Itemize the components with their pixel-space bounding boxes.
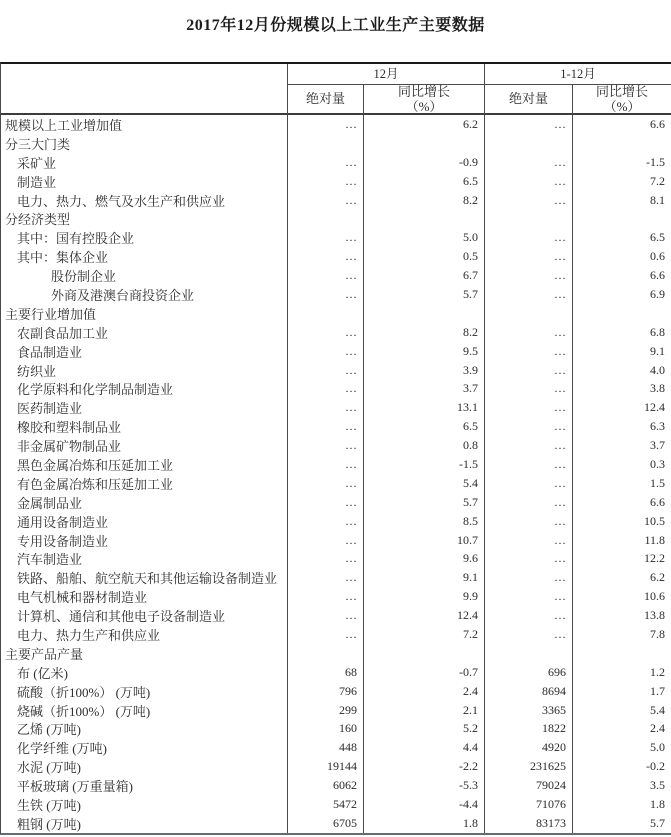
cell-dec-absolute: … [287, 587, 363, 606]
cell-cum-yoy-growth: -0.2 [572, 757, 671, 776]
row-label: 采矿业 [17, 155, 57, 171]
cell-dec-yoy-growth: 2.4 [363, 682, 484, 701]
table-header [1, 64, 671, 115]
cell-cum-yoy-growth: 6.6 [572, 266, 671, 285]
cell-cum-absolute: … [484, 474, 572, 493]
cell-dec-yoy-growth: 5.0 [363, 228, 484, 247]
table-row [1, 342, 671, 361]
cell-dec-yoy-growth: 3.9 [363, 361, 484, 380]
cell-dec-absolute [287, 644, 363, 663]
cell-dec-absolute: … [287, 549, 363, 568]
cell-dec-yoy-growth: 8.2 [363, 191, 484, 210]
cell-cum-absolute: 8694 [484, 682, 572, 701]
row-label: 平板玻璃 (万重量箱) [17, 779, 133, 795]
row-label: 医药制造业 [17, 401, 83, 417]
cell-cum-yoy-growth: 6.3 [572, 417, 671, 436]
table-row [1, 682, 671, 701]
cell-cum-absolute: 231625 [484, 757, 572, 776]
cell-dec-absolute: … [287, 455, 363, 474]
row-label: 制造业 [17, 174, 57, 190]
row-label: 汽车制造业 [17, 552, 83, 568]
cell-cum-absolute: … [484, 398, 572, 417]
table-row [1, 512, 671, 531]
cell-dec-absolute: 796 [287, 682, 363, 701]
cell-cum-absolute: … [484, 342, 572, 361]
cell-cum-absolute: … [484, 153, 572, 172]
row-label: 橡胶和塑料制品业 [17, 420, 122, 436]
cell-dec-yoy-growth: -4.4 [363, 795, 484, 814]
table-row [1, 493, 671, 512]
cell-dec-absolute: … [287, 379, 363, 398]
cell-dec-absolute: 448 [287, 738, 363, 757]
cell-cum-absolute: … [484, 266, 572, 285]
cell-dec-yoy-growth [363, 134, 484, 153]
cell-cum-yoy-growth: 1.5 [572, 474, 671, 493]
table-row [1, 209, 671, 228]
cell-dec-yoy-growth: -0.7 [363, 663, 484, 682]
cell-cum-yoy-growth: 8.1 [572, 191, 671, 210]
row-label-header-lower [1, 85, 287, 114]
header-column-row [1, 85, 671, 113]
cell-dec-absolute: … [287, 493, 363, 512]
cell-dec-yoy-growth [363, 209, 484, 228]
cell-cum-absolute: … [484, 587, 572, 606]
cell-cum-absolute: … [484, 361, 572, 380]
cell-cum-yoy-growth: 13.8 [572, 606, 671, 625]
row-label: 铁路、船舶、航空航天和其他运输设备制造业 [17, 571, 278, 587]
cell-cum-absolute: … [484, 625, 572, 644]
cell-cum-absolute: 1822 [484, 720, 572, 739]
cell-cum-yoy-growth: 12.4 [572, 398, 671, 417]
cell-dec-yoy-growth: -0.9 [363, 153, 484, 172]
table-row [1, 738, 671, 757]
cell-dec-absolute: … [287, 361, 363, 380]
cell-cum-yoy-growth: 6.2 [572, 568, 671, 587]
row-label: 电力、热力、燃气及水生产和供应业 [17, 193, 226, 209]
table-row [1, 587, 671, 606]
table-row [1, 757, 671, 776]
table-row [1, 531, 671, 550]
cell-cum-yoy-growth: 6.5 [572, 228, 671, 247]
cell-cum-absolute: … [484, 606, 572, 625]
row-label: 规模以上工业增加值 [5, 117, 123, 133]
cell-cum-yoy-growth: 4.0 [572, 361, 671, 380]
table-row [1, 266, 671, 285]
cell-cum-absolute: … [484, 285, 572, 304]
row-label: 化学原料和化学制品制造业 [17, 382, 174, 398]
table-row [1, 568, 671, 587]
cell-dec-yoy-growth: 9.6 [363, 549, 484, 568]
row-label: 电气机械和器材制造业 [17, 590, 148, 606]
cell-dec-absolute: … [287, 342, 363, 361]
cell-cum-yoy-growth: 6.6 [572, 493, 671, 512]
table-row [1, 417, 671, 436]
table-row [1, 285, 671, 304]
cell-cum-yoy-growth: 1.2 [572, 663, 671, 682]
row-label: 有色金属冶炼和压延加工业 [17, 476, 174, 492]
cell-cum-yoy-growth: 3.8 [572, 379, 671, 398]
cell-cum-yoy-growth: 3.7 [572, 436, 671, 455]
cell-cum-yoy-growth: 7.8 [572, 625, 671, 644]
table-row [1, 625, 671, 644]
cell-dec-yoy-growth [363, 644, 484, 663]
table-row [1, 304, 671, 323]
cell-dec-absolute: … [287, 625, 363, 644]
cell-cum-yoy-growth [572, 134, 671, 153]
col-header-dec-absolute: 绝对量 [287, 85, 363, 114]
row-label-header [1, 64, 287, 85]
cell-dec-absolute: … [287, 172, 363, 191]
table-body [1, 115, 671, 833]
cell-cum-absolute: 83173 [484, 814, 572, 833]
cell-dec-absolute: … [287, 512, 363, 531]
cell-dec-yoy-growth: 7.2 [363, 625, 484, 644]
cell-cum-absolute: 4920 [484, 738, 572, 757]
cell-cum-absolute [484, 304, 572, 323]
cell-cum-yoy-growth: 2.4 [572, 720, 671, 739]
row-label: 分经济类型 [5, 212, 71, 228]
cell-cum-absolute: 696 [484, 663, 572, 682]
cell-cum-absolute: … [484, 512, 572, 531]
cell-cum-yoy-growth: 11.8 [572, 531, 671, 550]
col-group-december: 12月 [287, 64, 484, 85]
cell-cum-yoy-growth: 1.7 [572, 682, 671, 701]
row-label: 其中：国有控股企业 [17, 231, 135, 247]
cell-cum-absolute: … [484, 379, 572, 398]
cell-dec-absolute: … [287, 115, 363, 134]
row-label: 股份制企业 [51, 269, 117, 285]
cell-cum-yoy-growth [572, 304, 671, 323]
table-row [1, 323, 671, 342]
cell-cum-yoy-growth: 5.7 [572, 814, 671, 833]
cell-dec-absolute: … [287, 285, 363, 304]
cell-dec-yoy-growth: 6.5 [363, 172, 484, 191]
row-label: 计算机、通信和其他电子设备制造业 [17, 609, 226, 625]
row-label: 纺织业 [17, 363, 57, 379]
cell-cum-yoy-growth: 6.8 [572, 323, 671, 342]
table-row [1, 606, 671, 625]
table-row [1, 455, 671, 474]
cell-dec-absolute: … [287, 266, 363, 285]
cell-cum-yoy-growth: 9.1 [572, 342, 671, 361]
row-label: 水泥 (万吨) [17, 760, 81, 776]
cell-dec-absolute: 6705 [287, 814, 363, 833]
cell-dec-absolute [287, 304, 363, 323]
cell-dec-yoy-growth: 6.5 [363, 417, 484, 436]
cell-dec-yoy-growth: 6.7 [363, 266, 484, 285]
row-label: 硫酸（折100%） (万吨) [17, 684, 151, 700]
cell-dec-absolute: … [287, 191, 363, 210]
cell-dec-absolute: … [287, 474, 363, 493]
cell-cum-absolute: … [484, 228, 572, 247]
cell-dec-yoy-growth: 13.1 [363, 398, 484, 417]
cell-dec-absolute: … [287, 247, 363, 266]
cell-cum-absolute [484, 209, 572, 228]
cell-cum-absolute: … [484, 191, 572, 210]
cell-dec-absolute: … [287, 606, 363, 625]
cell-cum-absolute: … [484, 531, 572, 550]
col-header-cum-absolute: 绝对量 [484, 85, 572, 114]
cell-cum-absolute: … [484, 172, 572, 191]
cell-cum-yoy-growth: 5.4 [572, 701, 671, 720]
row-label: 外商及港澳台商投资企业 [51, 287, 195, 303]
cell-cum-absolute: … [484, 568, 572, 587]
cell-cum-absolute [484, 134, 572, 153]
table-row [1, 720, 671, 739]
cell-dec-yoy-growth: 5.4 [363, 474, 484, 493]
cell-dec-yoy-growth [363, 304, 484, 323]
row-label: 生铁 (万吨) [17, 798, 81, 814]
col-header-cum-yoy-growth: 同比增长 （%） [572, 85, 671, 114]
cell-dec-yoy-growth: -2.2 [363, 757, 484, 776]
row-label: 布 (亿米) [17, 665, 68, 681]
row-label: 食品制造业 [17, 344, 83, 360]
cell-cum-absolute: 3365 [484, 701, 572, 720]
cell-dec-absolute: 6062 [287, 776, 363, 795]
row-label: 乙烯 (万吨) [17, 722, 81, 738]
cell-cum-absolute: 79024 [484, 776, 572, 795]
cell-cum-yoy-growth: -1.5 [572, 153, 671, 172]
table-row [1, 795, 671, 814]
cell-cum-absolute: … [484, 115, 572, 134]
row-label: 化学纤维 (万吨) [17, 741, 107, 757]
row-label: 分三大门类 [5, 136, 71, 152]
cell-cum-absolute: 71076 [484, 795, 572, 814]
cell-cum-absolute: … [484, 417, 572, 436]
row-label: 农副食品加工业 [17, 325, 109, 341]
table-row [1, 153, 671, 172]
table-row [1, 814, 671, 833]
table-row [1, 663, 671, 682]
table-row [1, 228, 671, 247]
row-label: 专用设备制造业 [17, 533, 109, 549]
cell-dec-yoy-growth: 10.7 [363, 531, 484, 550]
row-label: 主要行业增加值 [5, 306, 97, 322]
cell-dec-yoy-growth: -5.3 [363, 776, 484, 795]
cell-cum-absolute: … [484, 493, 572, 512]
row-label: 电力、热力生产和供应业 [17, 628, 161, 643]
row-label: 其中：集体企业 [17, 250, 109, 266]
row-label: 烧碱（折100%） (万吨) [17, 703, 151, 719]
cell-cum-yoy-growth [572, 644, 671, 663]
table-row [1, 549, 671, 568]
cell-cum-absolute: … [484, 436, 572, 455]
cell-dec-absolute: 68 [287, 663, 363, 682]
cell-dec-yoy-growth: 1.8 [363, 814, 484, 833]
cell-cum-yoy-growth: 0.6 [572, 247, 671, 266]
cell-dec-yoy-growth: 9.1 [363, 568, 484, 587]
cell-dec-absolute: … [287, 417, 363, 436]
cell-dec-absolute: … [287, 228, 363, 247]
cell-cum-yoy-growth: 7.2 [572, 172, 671, 191]
row-label: 粗钢 (万吨) [17, 816, 81, 832]
table-row [1, 134, 671, 153]
cell-dec-yoy-growth: 8.2 [363, 323, 484, 342]
table-row [1, 247, 671, 266]
cell-dec-yoy-growth: 3.7 [363, 379, 484, 398]
cell-cum-yoy-growth: 12.2 [572, 549, 671, 568]
cell-dec-absolute: 5472 [287, 795, 363, 814]
cell-dec-absolute: 19144 [287, 757, 363, 776]
cell-cum-yoy-growth: 0.3 [572, 455, 671, 474]
row-label: 主要产品产量 [5, 646, 84, 662]
table-row [1, 172, 671, 191]
cell-dec-yoy-growth: 5.2 [363, 720, 484, 739]
cell-dec-absolute: … [287, 398, 363, 417]
cell-cum-yoy-growth: 6.9 [572, 285, 671, 304]
cell-cum-absolute: … [484, 455, 572, 474]
table-row [1, 379, 671, 398]
col-group-jan-to-dec: 1-12月 [484, 64, 671, 85]
cell-dec-yoy-growth: -1.5 [363, 455, 484, 474]
industrial-data-table [0, 62, 671, 835]
cell-dec-absolute: 160 [287, 720, 363, 739]
cell-dec-yoy-growth: 4.4 [363, 738, 484, 757]
cell-dec-absolute [287, 209, 363, 228]
row-label: 通用设备制造业 [17, 514, 109, 530]
table-row [1, 436, 671, 455]
cell-dec-yoy-growth: 5.7 [363, 493, 484, 512]
cell-dec-yoy-growth: 9.5 [363, 342, 484, 361]
cell-cum-yoy-growth [572, 209, 671, 228]
cell-cum-yoy-growth: 10.6 [572, 587, 671, 606]
cell-dec-yoy-growth: 2.1 [363, 701, 484, 720]
cell-dec-yoy-growth: 0.5 [363, 247, 484, 266]
table-row [1, 776, 671, 795]
cell-dec-absolute: … [287, 531, 363, 550]
table-row [1, 361, 671, 380]
table-row [1, 701, 671, 720]
table-row [1, 115, 671, 134]
cell-cum-yoy-growth: 1.8 [572, 795, 671, 814]
cell-cum-absolute: … [484, 549, 572, 568]
table-row [1, 191, 671, 210]
page-title: 2017年12月份规模以上工业生产主要数据 [186, 17, 485, 34]
row-label: 非金属矿物制品业 [17, 439, 122, 455]
cell-cum-yoy-growth: 3.5 [572, 776, 671, 795]
table-row [1, 398, 671, 417]
cell-cum-absolute: … [484, 323, 572, 342]
cell-cum-yoy-growth: 5.0 [572, 738, 671, 757]
cell-dec-absolute: … [287, 568, 363, 587]
table-row [1, 474, 671, 493]
header-group-row [1, 64, 671, 85]
cell-dec-yoy-growth: 9.9 [363, 587, 484, 606]
cell-dec-yoy-growth: 6.2 [363, 115, 484, 134]
cell-dec-absolute [287, 134, 363, 153]
cell-dec-yoy-growth: 8.5 [363, 512, 484, 531]
cell-cum-yoy-growth: 6.6 [572, 115, 671, 134]
cell-cum-absolute: … [484, 247, 572, 266]
table-row [1, 644, 671, 663]
cell-dec-absolute: 299 [287, 701, 363, 720]
col-header-dec-yoy-growth: 同比增长 （%） [363, 85, 484, 114]
cell-cum-yoy-growth: 10.5 [572, 512, 671, 531]
row-label: 金属制品业 [17, 495, 83, 511]
cell-dec-yoy-growth: 0.8 [363, 436, 484, 455]
cell-dec-absolute: … [287, 436, 363, 455]
row-label: 黑色金属冶炼和压延加工业 [17, 457, 174, 473]
cell-dec-absolute: … [287, 153, 363, 172]
cell-cum-absolute [484, 644, 572, 663]
cell-dec-yoy-growth: 12.4 [363, 606, 484, 625]
cell-dec-absolute: … [287, 323, 363, 342]
cell-dec-yoy-growth: 5.7 [363, 285, 484, 304]
